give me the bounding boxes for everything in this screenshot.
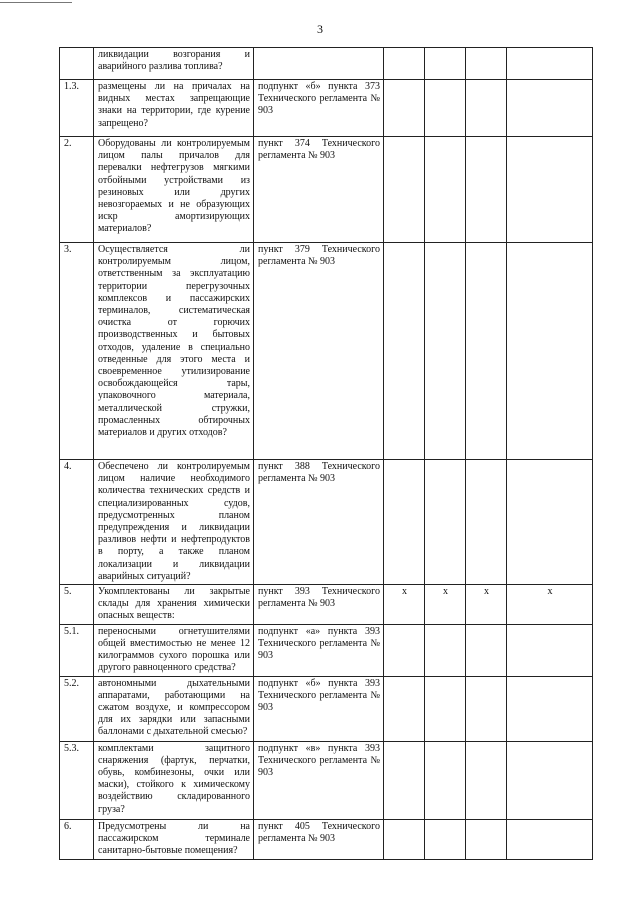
row-number <box>60 48 94 80</box>
table-row <box>60 676 593 741</box>
row-number: 6. <box>60 819 94 859</box>
answer-na-cell <box>466 819 507 859</box>
note-cell: x <box>507 585 593 625</box>
note-cell <box>507 243 593 460</box>
answer-na-cell <box>466 80 507 137</box>
reference-cell: подпункт «в» пункта 393 Технического регламента № 903 <box>254 741 384 819</box>
answer-no-cell <box>425 741 466 819</box>
question-cell: Предусмотрены ли на пассажирском терминале санитарно-бытовые помещения? <box>94 819 254 859</box>
question-cell: Оборудованы ли контролируемым лицом палы причалов для перевалки нефтегрузов мягкими отбойными устройствами из резиновых или других невозгораемых и не образующих искр амортизирующих материалов? <box>94 137 254 243</box>
question-cell: размещены ли на причалах на видных местах запрещающие знаки на территории, где курение запрещено? <box>94 80 254 137</box>
answer-no-cell <box>425 676 466 741</box>
answer-no-cell <box>425 243 466 460</box>
answer-no-cell <box>425 137 466 243</box>
table-row <box>60 80 593 137</box>
answer-yes-cell <box>384 243 425 460</box>
table-row <box>60 819 593 859</box>
checklist-table <box>59 47 593 860</box>
answer-yes-cell <box>384 741 425 819</box>
note-cell <box>507 819 593 859</box>
answer-na-cell <box>466 624 507 676</box>
row-number: 3. <box>60 243 94 460</box>
row-number: 5.3. <box>60 741 94 819</box>
answer-na-cell <box>466 48 507 80</box>
row-number: 5.2. <box>60 676 94 741</box>
question-cell: автономными дыхательными аппаратами, работающими на сжатом воздухе, и компрессором для их зарядки или запасными баллонами с дыхательной смесью? <box>94 676 254 741</box>
table-row <box>60 585 593 625</box>
table-row <box>60 137 593 243</box>
reference-cell: пункт 388 Технического регламента № 903 <box>254 460 384 585</box>
answer-na-cell <box>466 460 507 585</box>
answer-no-cell <box>425 624 466 676</box>
row-number: 4. <box>60 460 94 585</box>
table-row <box>60 624 593 676</box>
table-row <box>60 243 593 460</box>
table-row <box>60 48 593 80</box>
row-number: 5.1. <box>60 624 94 676</box>
answer-yes-cell <box>384 48 425 80</box>
question-cell: Обеспечено ли контролируемым лицом наличие необходимого количества технических средств и специализированных судов, предусмотренных планом предупреждения и ликвидации разливов нефти и нефтепродуктов в порту, а также планом локализации и ликвидации аварийных ситуаций? <box>94 460 254 585</box>
question-cell: комплектами защитного снаряжения (фартук, перчатки, обувь, комбинезоны, очки или маски), стойкого к химическому воздействию складированного груза? <box>94 741 254 819</box>
reference-cell: подпункт «б» пункта 373 Технического регламента № 903 <box>254 80 384 137</box>
reference-cell: пункт 379 Технического регламента № 903 <box>254 243 384 460</box>
answer-yes-cell <box>384 819 425 859</box>
table-row <box>60 460 593 585</box>
reference-cell: подпункт «а» пункта 393 Технического регламента № 903 <box>254 624 384 676</box>
row-number: 2. <box>60 137 94 243</box>
answer-no-cell: x <box>425 585 466 625</box>
answer-no-cell <box>425 48 466 80</box>
answer-yes-cell <box>384 137 425 243</box>
top-rule <box>0 2 72 3</box>
note-cell <box>507 460 593 585</box>
reference-cell: пункт 393 Технического регламента № 903 <box>254 585 384 625</box>
note-cell <box>507 80 593 137</box>
answer-yes-cell: x <box>384 585 425 625</box>
reference-cell <box>254 48 384 80</box>
note-cell <box>507 137 593 243</box>
answer-no-cell <box>425 819 466 859</box>
answer-na-cell: x <box>466 585 507 625</box>
note-cell <box>507 48 593 80</box>
reference-cell: пункт 374 Технического регламента № 903 <box>254 137 384 243</box>
table-row <box>60 741 593 819</box>
page-number: 3 <box>317 22 323 36</box>
row-number: 1.3. <box>60 80 94 137</box>
note-cell <box>507 741 593 819</box>
answer-na-cell <box>466 676 507 741</box>
question-cell: переносными огнетушителями общей вместимостью не менее 12 килограммов сухого порошка или другого равноценного средства? <box>94 624 254 676</box>
note-cell <box>507 676 593 741</box>
answer-na-cell <box>466 243 507 460</box>
answer-na-cell <box>466 741 507 819</box>
answer-no-cell <box>425 80 466 137</box>
answer-yes-cell <box>384 80 425 137</box>
question-cell: Укомплектованы ли закрытые склады для хранения химически опасных веществ: <box>94 585 254 625</box>
note-cell <box>507 624 593 676</box>
answer-na-cell <box>466 137 507 243</box>
answer-yes-cell <box>384 624 425 676</box>
question-cell: ликвидации возгорания и аварийного разлива топлива? <box>94 48 254 80</box>
reference-cell: подпункт «б» пункта 393 Технического регламента № 903 <box>254 676 384 741</box>
question-cell: Осуществляется ли контролируемым лицом, ответственным за эксплуатацию территории перегрузочных комплексов и пассажирских терминалов, систематическая очистка от горючих производственных и бытовых отходов, удаление в специально отведенные для этого места и своевременное утилизирование освобождающейся тары, упаковочного материала, металлической стружки, промасленных обтирочных материалов и других отходов? <box>94 243 254 460</box>
answer-yes-cell <box>384 460 425 585</box>
row-number: 5. <box>60 585 94 625</box>
reference-cell: пункт 405 Технического регламента № 903 <box>254 819 384 859</box>
answer-yes-cell <box>384 676 425 741</box>
answer-no-cell <box>425 460 466 585</box>
